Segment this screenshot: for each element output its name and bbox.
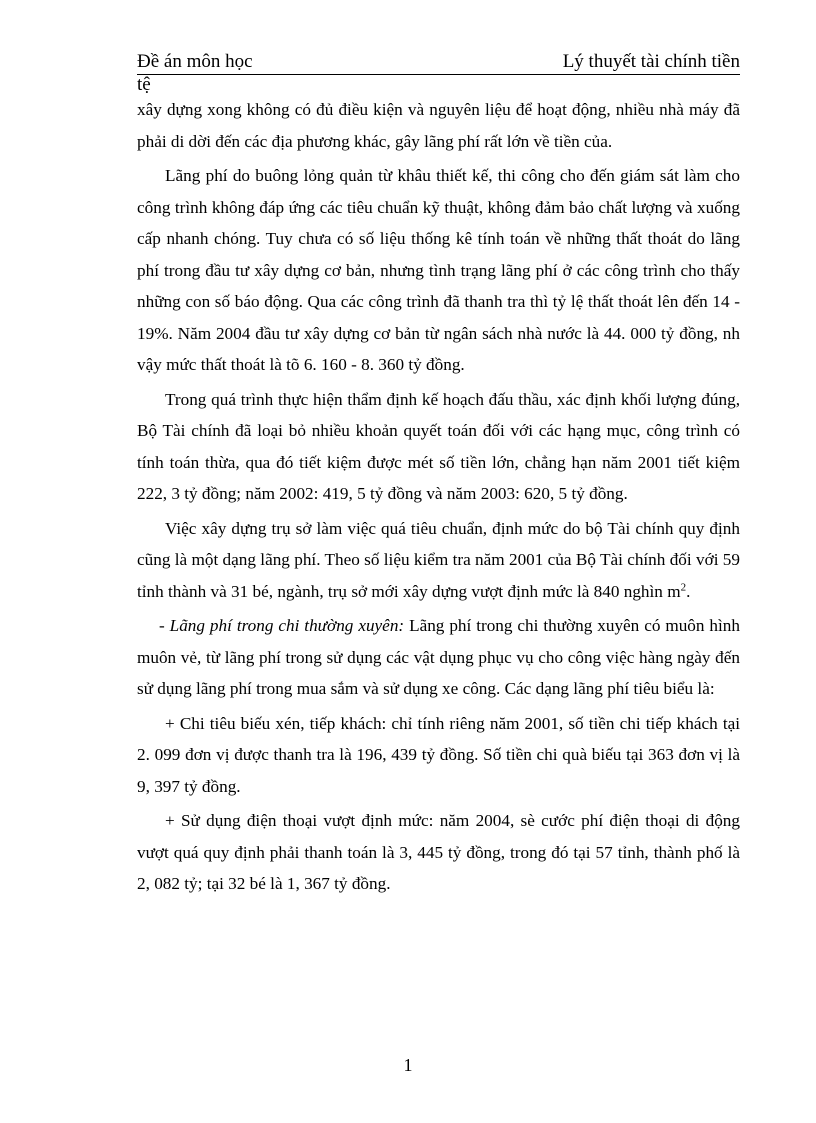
paragraph-2: Lãng phí do buông lỏng quản từ khâu thiết kế, thi công cho đến giám sát làm cho công trình không đáp ứng các tiêu chuẩn kỹ thuật, không đảm bảo chất lượng và xuống cấp nhanh chóng. Tuy chưa có số liệu thống kê tính toán về những thất thoát do lãng phí trong đầu tư xây dựng cơ bản, nhưng tình trạng lãng phí ở các công trình cho thấy những con số báo động. Qua các công trình đã thanh tra thì tỷ lệ thất thoát lên đến 14 - 19%. Năm 2004 đầu tư xây dựng cơ bản từ ngân sách nhà nước là 44. 000 tỷ đồng, nh vậy mức thất thoát là tõ 6. 160 - 8. 360 tỷ đồng. [137,166,740,374]
bullet-phone-usage: + Sử dụng điện thoại vượt định mức: năm 2004, sè cước phí điện thoại di động vượt quá quy định phải thanh toán là 3, 445 tỷ đồng, trong đó tại 57 tỉnh, thành phố là 2, 082 tỷ; tại 32 bé là 1, 367 tỷ đồng. [137,811,740,893]
paragraph-4 [137,513,740,608]
header-right-title: Lý thuyết tài chính tiền [562,51,740,72]
header-left-title: Đề án môn học [137,51,253,72]
page-number: 1 [403,1055,413,1075]
document-body [137,94,740,903]
bullet-hospitality-spending: + Chi tiêu biếu xén, tiếp khách: chỉ tính riêng năm 2001, số tiền chi tiếp khách tại 2. 099 đơn vị được thanh tra là 196, 439 tỷ đồng. Số tiền chi quà biếu tại 363 đơn vị là 9, 397 tỷ đồng. [137,713,740,796]
superscript-squared: 2 [680,580,687,593]
paragraph-4-text: Việc xây dựng trụ sở làm việc quá tiêu chuẩn, định mức do bộ Tài chính quy định cũng là một dạng lãng phí. Theo số liệu kiểm tra năm 2001 của Bộ Tài chính đối với 59 tỉnh thành và 31 bé, ngành, trụ sở mới xây dựng vượt định mức là 840 nghìn m [137,518,740,601]
paragraph-5 [137,610,740,705]
paragraph-4-end: . [686,581,691,601]
page-header [137,50,740,75]
paragraph-3: Trong quá trình thực hiện thẩm định kế hoạch đấu thầu, xác định khối lượng đúng, Bộ Tài chính đã loại bỏ nhiều khoản quyết toán đối với các hạng mục, công trình có tính toán thừa, qua đó tiết kiệm được mét số tiền lớn, chẳng hạn năm 2001 tiết kiệm 222, 3 tỷ đồng; năm 2002: 419, 5 tỷ đồng và năm 2003: 620, 5 tỷ đồng. [137,389,740,503]
header-right-title-continuation: tệ [137,74,151,95]
paragraph-5-text: Lãng phí trong chi thường xuyên có muôn hình muôn vẻ, từ lãng phí trong sử dụng các vật dụng phục vụ cho công việc hàng ngày đến sử dụng lãng phí trong mua sắm và sử dụng xe công. Các dạng lãng phí tiêu biểu là: [137,616,740,698]
section-heading-recurring-spending: - Lãng phí trong chi thường xuyên: [159,616,405,635]
paragraph-1: xây dựng xong không có đủ điều kiện và nguyên liệu để hoạt động, nhiều nhà máy đã phải di dời đến các địa phương khác, gây lãng phí rất lớn về tiền của. [137,100,740,151]
